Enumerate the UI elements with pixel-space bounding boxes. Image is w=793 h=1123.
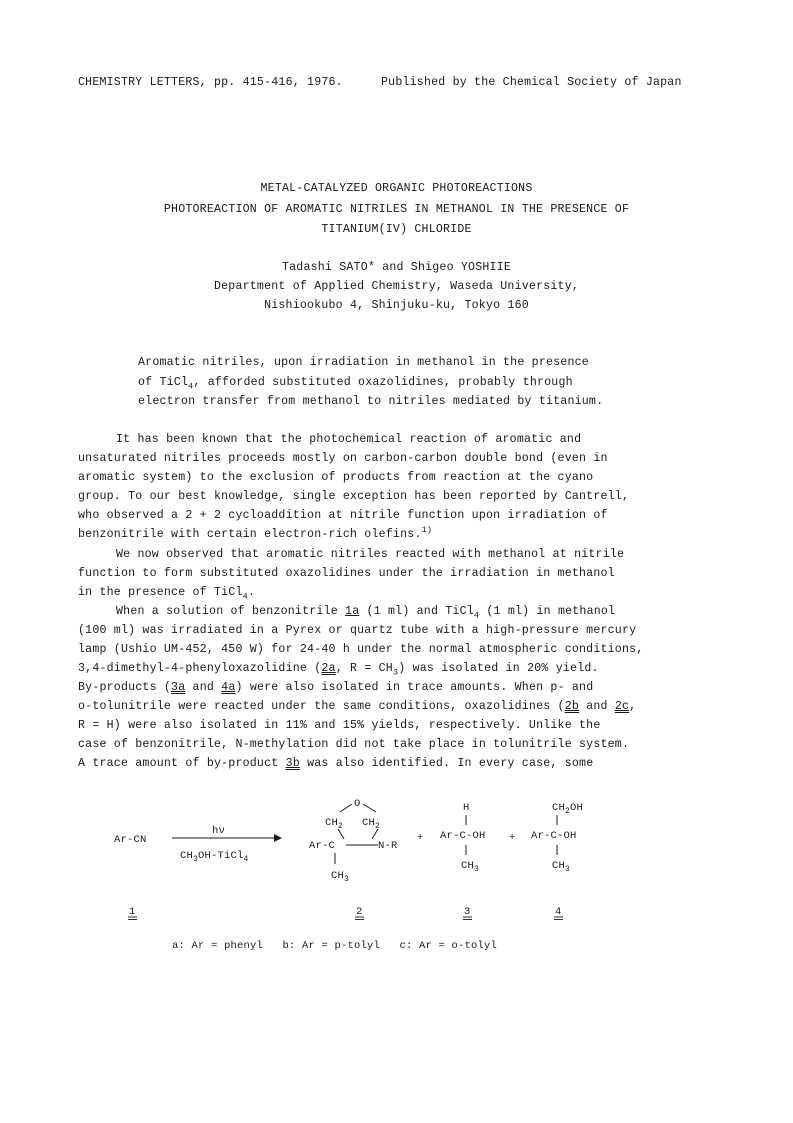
- body-line: benzonitrile with certain electron-rich olefins.$^{1)}$: [78, 525, 433, 541]
- body-line: group. To our best knowledge, single exception has been reported by Cantrell,: [78, 490, 630, 503]
- compound-ref: 2a: [321, 662, 336, 675]
- ring-ch2-left: $CH_2$: [325, 817, 344, 831]
- compound3-main: Ar-C-OH: [440, 830, 486, 842]
- compound-ref: 3a: [171, 681, 186, 694]
- journal-citation: CHEMISTRY LETTERS, pp. 415-416, 1976.: [78, 76, 343, 89]
- irradiation-label: hν: [212, 825, 226, 837]
- compound-ref: 4a: [221, 681, 236, 694]
- body-line: It has been known that the photochemical reaction of aromatic and: [116, 433, 582, 446]
- body-line: (100 ml) was irradiated in a Pyrex or quartz tube with a high-pressure mercury: [78, 624, 637, 637]
- compound-ref: 1a: [345, 605, 360, 618]
- abstract-line-3: electron transfer from methanol to nitriles mediated by titanium.: [138, 395, 604, 408]
- reference-marker: 1): [421, 525, 433, 536]
- body-line: unsaturated nitriles proceeds mostly on carbon-carbon double bond (even in: [78, 452, 608, 465]
- title-line-2: PHOTOREACTION OF AROMATIC NITRILES IN METHANOL IN THE PRESENCE OF: [163, 203, 630, 216]
- compound-ref: 3b: [285, 757, 300, 770]
- ring-carbon: Ar-C: [309, 840, 336, 852]
- body-line: By-products (3a and 4a) were also isolated in trace amounts. When p- and: [78, 681, 594, 694]
- body-line: aromatic system) to the exclusion of products from reaction at the cyano: [78, 471, 594, 484]
- reactant-label: Ar-CN: [114, 834, 147, 846]
- author-department: Department of Applied Chemistry, Waseda University,: [213, 280, 580, 293]
- body-line: o-tolunitrile were reacted under the same conditions, oxazolidines (2b and 2c,: [78, 700, 637, 713]
- abstract-line-1: Aromatic nitriles, upon irradiation in methanol in the presence: [138, 356, 589, 369]
- author-names: Tadashi SATO* and Shigeo YOSHIIE: [281, 261, 512, 274]
- title-line-1: METAL-CATALYZED ORGANIC PHOTOREACTIONS: [260, 182, 533, 195]
- compound-number-2: 2: [356, 906, 363, 918]
- body-line: case of benzonitrile, N-methylation did not take place in tolunitrile system.: [78, 738, 630, 751]
- body-line: function to form substituted oxazolidines under the irradiation in methanol: [78, 567, 615, 580]
- plus-sign: +: [509, 832, 516, 844]
- body-line: who observed a 2 + 2 cycloaddition at nitrile function upon irradiation of: [78, 509, 608, 522]
- compound-ref: 2b: [564, 700, 580, 713]
- body-line: A trace amount of by-product 3b was also identified. In every case, some: [78, 757, 594, 770]
- reaction-scheme: [0, 790, 793, 960]
- reaction-arrow-head: [274, 834, 282, 842]
- body-line: lamp (Ushio UM-452, 450 W) for 24-40 h under the normal atmospheric conditions,: [78, 643, 644, 656]
- body-line: We now observed that aromatic nitriles reacted with methanol at nitrile: [116, 548, 625, 561]
- compound-number-1: 1: [129, 906, 136, 918]
- body-line: 3,4-dimethyl-4-phenyloxazolidine (2a, $R = CH_3$) was isolated in 20% yield.: [78, 662, 599, 678]
- ring-ch2-right: $CH_2$: [362, 817, 381, 831]
- body-line: in the presence of TiCl$_4$.: [78, 586, 256, 602]
- publisher-line: Published by the Chemical Society of Japan: [381, 76, 682, 89]
- compound-number-3: 3: [464, 906, 471, 918]
- compound-ref: 2c: [614, 700, 630, 713]
- ring-methyl: $CH_3$: [331, 870, 350, 884]
- compound4-methyl: $CH_3$: [552, 860, 571, 874]
- aryl-legend: a: Ar = phenyl b: Ar = p-tolyl c: Ar = o-tolyl: [172, 940, 498, 952]
- compound4-top: $CH_2OH$: [552, 802, 584, 816]
- abstract-line-2: of TiCl$_4$, afforded substituted oxazolidines, probably through: [138, 376, 573, 392]
- reagent-label: $CH_3OH-TiCl_4$: [180, 850, 249, 864]
- body-line: R = H) were also isolated in 11% and 15% yields, respectively. Unlike the: [78, 719, 601, 732]
- compound3-methyl: $CH_3$: [461, 860, 480, 874]
- title-line-3: TITANIUM(IV) CHLORIDE: [321, 223, 472, 236]
- ring-nitrogen: N-R: [378, 840, 398, 852]
- compound3-h: H: [463, 802, 470, 814]
- ring-oxygen: O: [354, 798, 361, 810]
- compound4-main: Ar-C-OH: [531, 830, 577, 842]
- plus-sign: +: [417, 832, 424, 844]
- compound-number-4: 4: [555, 906, 562, 918]
- author-address: Nishiookubo 4, Shinjuku-ku, Tokyo 160: [264, 299, 529, 312]
- body-line: When a solution of benzonitrile 1a (1 ml) and TiCl$_4$ (1 ml) in methanol: [116, 605, 616, 621]
